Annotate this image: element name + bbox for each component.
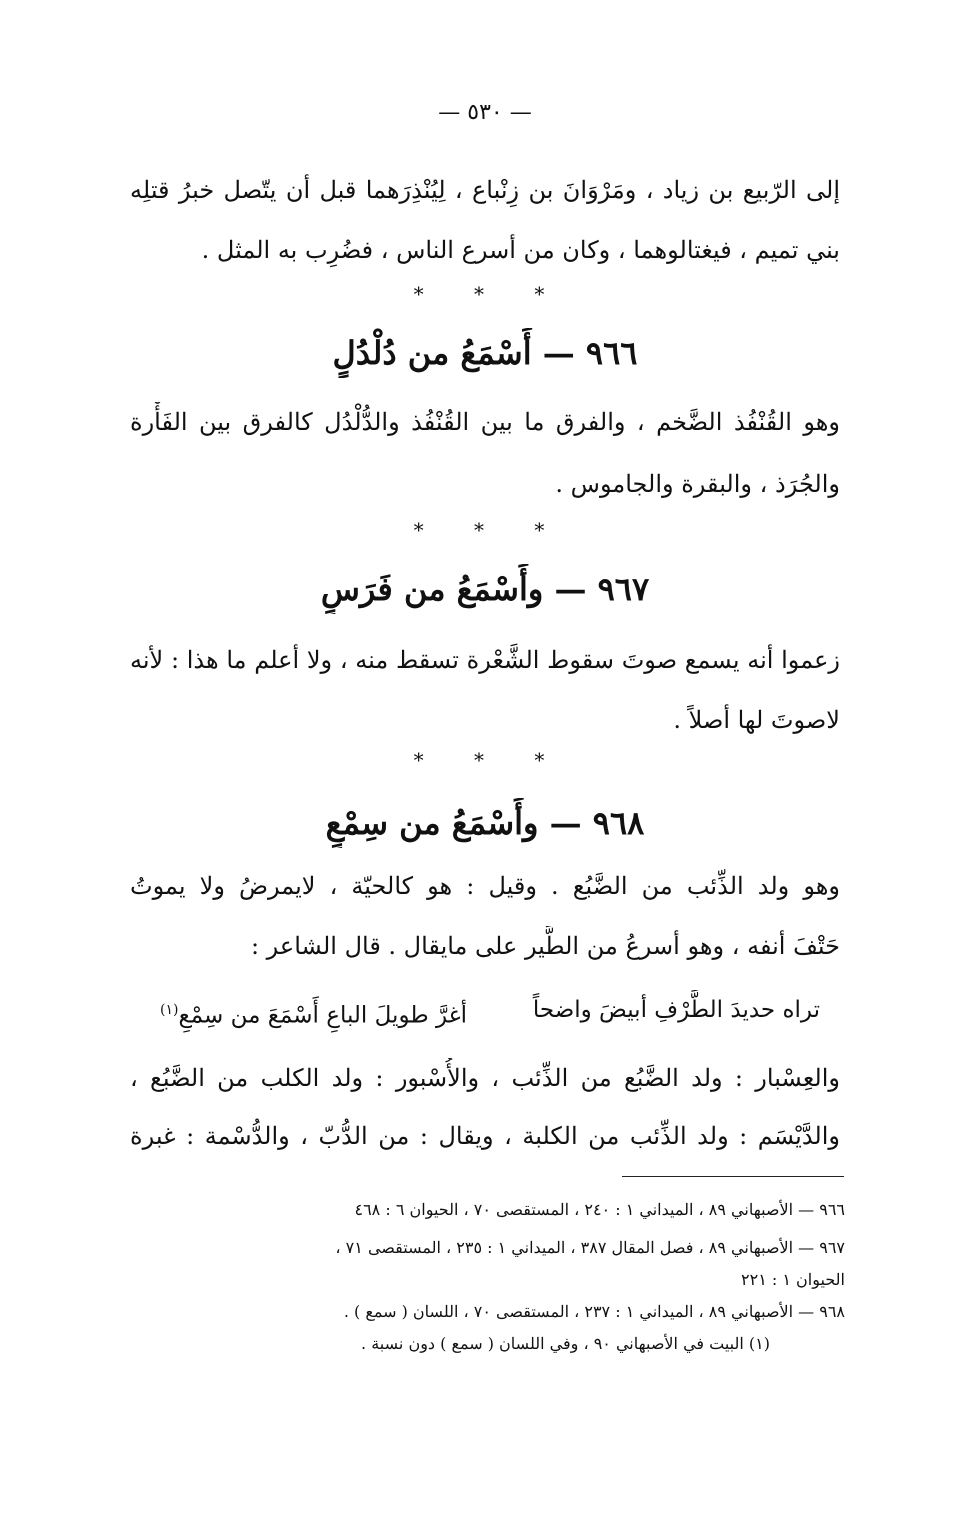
section-separator: * * *: [413, 282, 567, 306]
entry-968-line-2: حَتْفَ أنفه ، وهو أسرعُ من الطَّير على مايقال . قال الشاعر :: [250, 932, 840, 960]
section-separator: * * *: [413, 518, 567, 542]
entry-heading-966: ٩٦٦ — أَسْمَعُ من دُلْدُلٍ: [332, 334, 638, 372]
entry-966-line-1: وهو القُنْفُذ الضَّخم ، والفرق ما بين القُنْفُذ والدُّلْدُل كالفرق بين الفَأْرة: [130, 408, 840, 436]
entry-heading-968: ٩٦٨ — وأَسْمَعُ من سِمْعٍ: [325, 804, 645, 842]
entry-967-line-1: زعموا أنه يسمع صوتَ سقوط الشَّعْرة تسقط منه ، ولا أعلم ما هذا : لأنه: [130, 646, 840, 674]
continuation-line-2: بني تميم ، فيغتالوهما ، وكان من أسرع الناس ، فضُرِب به المثل .: [201, 236, 840, 264]
footnote-note-1: (١) البيت في الأصبهاني ٩٠ ، وفي اللسان ( سمع ) دون نسبة .: [361, 1334, 770, 1353]
entry-968-line-3: والعِسْبار : ولد الضَّبُع من الذِّئب ، والأُسْبور : ولد الكلب من الضَّبُع ،: [130, 1064, 840, 1092]
page-number: — ٥٣٠ —: [438, 100, 532, 125]
verse-second-text: أغرَّ طويلَ الباعِ أَسْمَعَ من سِمْعِ: [178, 1002, 468, 1029]
entry-heading-967: ٩٦٧ — وأَسْمَعُ من فَرَسٍ: [320, 570, 650, 608]
footnote-divider: [622, 1176, 844, 1177]
entry-967-line-2: لاصوتَ لها أصلاً .: [673, 706, 840, 734]
footnote-967: ٩٦٧ — الأصبهاني ٨٩ ، فصل المقال ٣٨٧ ، الميداني ١ : ٢٣٥ ، المستقصى ٧١ ،: [335, 1238, 845, 1257]
footnote-967-continued: الحيوان ١ : ٢٢١: [741, 1270, 845, 1289]
entry-968-line-1: وهو ولد الذِّئب من الضَّبُع . وقيل : هو كالحيّة ، لايمرضُ ولا يموتُ: [130, 872, 840, 900]
section-separator: * * *: [413, 748, 567, 772]
continuation-line-1: إلى الرّبيع بن زياد ، ومَرْوَانَ بن زِنْباع ، لِيُنْذِرَهما قبل أن يتّصل خبرُ قتلِه: [130, 176, 840, 204]
footnote-marker: (١): [160, 1002, 179, 1018]
poetry-verse: [160, 990, 820, 1036]
entry-966-line-2: والجُرَذ ، والبقرة والجاموس .: [555, 470, 840, 498]
verse-first-hemistich: تراه حديدَ الطَّرْفِ أبيضَ واضحاً: [532, 997, 820, 1023]
verse-second-hemistich: [160, 990, 467, 1036]
footnote-966: ٩٦٦ — الأصبهاني ٨٩ ، الميداني ١ : ٢٤٠ ، المستقصى ٧٠ ، الحيوان ٦ : ٤٦٨: [354, 1200, 845, 1219]
footnote-968: ٩٦٨ — الأصبهاني ٨٩ ، الميداني ١ : ٢٣٧ ، المستقصى ٧٠ ، اللسان ( سمع ) .: [343, 1302, 845, 1321]
entry-968-line-4: والدَّيْسَم : ولد الذِّئب من الكلبة ، ويقال : من الدُّبّ ، والدُّسْمة : غبرة: [130, 1122, 840, 1150]
